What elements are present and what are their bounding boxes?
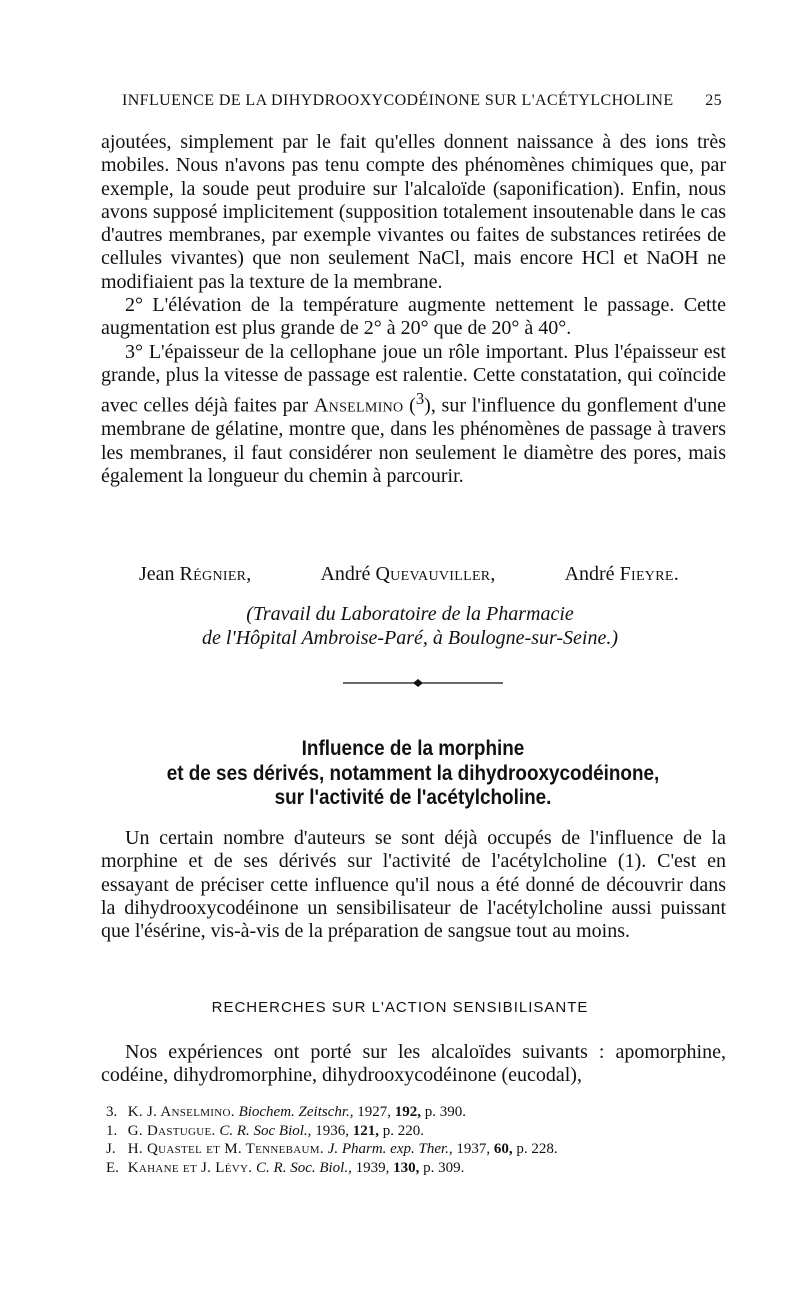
ornamental-divider <box>343 677 503 689</box>
laboratory-credit <box>150 603 670 650</box>
reference-year: 1939, <box>355 1159 390 1176</box>
reference-journal: C. R. Soc Biol., <box>219 1122 312 1139</box>
reference-journal: C. R. Soc. Biol., <box>256 1159 352 1176</box>
cited-author-name: Anselmino <box>313 394 404 417</box>
author <box>139 563 252 586</box>
paragraph-text-segment: . C'est en essayant de préciser cette influence qu'il nous a été donné de découvrir dans la dihydrooxycodéinone un sensibilisateur de l'acétylcholine aussi puissant que l'ésérine, vis-à-vis de la préparation de sangsue tout au moins. <box>101 850 726 943</box>
footnote-references <box>106 1103 706 1177</box>
paragraph-text: 2° L'élévation de la température augmente nettement le passage. Cette augmentation est plus grande de 2° à 20° que de 20° à 40°. <box>101 294 726 340</box>
paragraph-text-segment: 3° L'épaisseur de la cellophane joue un rôle important. Plus l'épaisseur est grande, plus la vitesse de passage est ralentie. Cette constatation, qui coïncide avec celles déjà faites par <box>101 340 726 417</box>
reference-volume: 130, <box>393 1159 420 1176</box>
author-last-name: Fieyre. <box>619 563 679 585</box>
author <box>565 563 679 586</box>
reference-entry <box>106 1103 706 1122</box>
author-first-name: Jean <box>139 563 175 585</box>
reference-entry <box>106 1159 706 1178</box>
title-line: sur l'activité de l'acétylcholine. <box>274 786 552 809</box>
author-first-name: André <box>320 563 371 585</box>
lab-credit-line: de l'Hôpital Ambroise-Paré, à Boulogne-sur-Seine.) <box>201 626 619 649</box>
reference-page: p. 390. <box>424 1104 467 1120</box>
paragraph-membrane-conclusions <box>101 131 726 488</box>
reference-volume: 121, <box>352 1122 379 1139</box>
reference-authors: Kahane et J. Lévy. <box>127 1159 253 1176</box>
footnote-ref: (1) <box>617 850 642 873</box>
reference-volume: 60, <box>493 1141 513 1157</box>
reference-page: p. 309. <box>423 1159 465 1176</box>
reference-year: 1936, <box>315 1122 349 1139</box>
section-heading: RECHERCHES SUR L'ACTION SENSIBILISANTE <box>211 999 589 1016</box>
author-last-name: Régnier, <box>179 563 252 585</box>
header-title: INFLUENCE DE LA DIHYDROOXYCODÉINONE SUR L'ACÉTYLCHOLINE <box>122 92 674 109</box>
title-line: et de ses dérivés, notamment la dihydrooxycodéinone, <box>166 761 660 785</box>
article-title <box>131 737 694 811</box>
page-number: 25 <box>705 92 722 109</box>
reference-page: p. 220. <box>382 1122 424 1139</box>
reference-entry <box>106 1140 706 1159</box>
reference-page: p. 228. <box>516 1141 558 1157</box>
lab-credit-line: (Travail du Laboratoire de la Pharmacie <box>246 603 574 625</box>
reference-journal: Biochem. Zeitschr., <box>238 1104 354 1120</box>
reference-authors: G. Dastugue. <box>127 1122 216 1139</box>
reference-number: 3. <box>106 1104 118 1120</box>
paragraph-text: 3° L'épaisseur de la cellophane joue un rôle important. Plus l'épaisseur est grande, plus la vitesse de passage est ralentie. Cette constatation, qui coïncide avec celles déjà faites par Anselmino ($^3$), sur l'influence du gonflement d'une membrane de gélatine, montre que, dans les phénomènes de passage à travers les membranes, il faut considérer non seulement le diamètre des pores, mais également la longueur du chemin à parcourir. <box>101 340 726 487</box>
paragraph-text: ajoutées, simplement par le fait qu'elles donnent naissance à des ions très mobiles. Nous n'avons pas tenu compte des phénomènes chimiques que, par exemple, la soude peut produire sur l'alcaloïde (saponification). Enfin, nous avons supposé implicitement (supposition totalement insoutenable dans le cas d'autres membranes, par exemple vivantes ou faites de substances retirées de cellules vivantes) que non seulement NaCl, mais encore HCl et NaOH ne modifiaient pas la texture de la membrane. <box>101 131 726 293</box>
author-first-name: André <box>564 563 615 585</box>
running-header <box>122 92 722 110</box>
paragraph-text: Nos expériences ont porté sur les alcaloïdes suivants : apomorphine, codéine, dihydromorphine, dihydrooxycodéinone (eucodal), <box>101 1041 726 1087</box>
footnote-ref: 3 <box>415 389 425 409</box>
reference-number: E. <box>106 1159 119 1176</box>
author-last-name: Quevauviller, <box>375 563 496 585</box>
reference-number: 1. <box>106 1122 118 1139</box>
reference-authors: K. J. Anselmino. <box>127 1104 235 1120</box>
reference-entry <box>106 1122 706 1141</box>
paragraph-text <box>101 827 726 943</box>
reference-authors: H. Quastel et M. Tennebaum. <box>127 1141 324 1157</box>
reference-year: 1927, <box>357 1104 392 1120</box>
author <box>320 563 495 586</box>
paragraph-text-segment: , sur l'influence du gonflement d'une membrane de gélatine, montre que, dans les phénomènes de passage à travers les membranes, il faut considérer non seulement le diamètre des pores, mais également la longueur du chemin à parcourir. <box>101 394 726 487</box>
reference-journal: J. Pharm. exp. Ther., <box>327 1141 453 1157</box>
paragraph-text-segment: Un certain nombre d'auteurs se sont déjà occupés de l'influence de la morphine et de ses dérivés sur l'activité de l'acétylcholine <box>101 827 726 873</box>
paragraph-experiments <box>101 1041 726 1088</box>
reference-volume: 192, <box>394 1104 422 1120</box>
title-line: Influence de la morphine <box>301 737 525 760</box>
reference-number: J. <box>106 1141 116 1157</box>
reference-year: 1937, <box>456 1141 491 1157</box>
paragraph-introduction <box>101 827 726 943</box>
author-signatures <box>139 563 679 586</box>
